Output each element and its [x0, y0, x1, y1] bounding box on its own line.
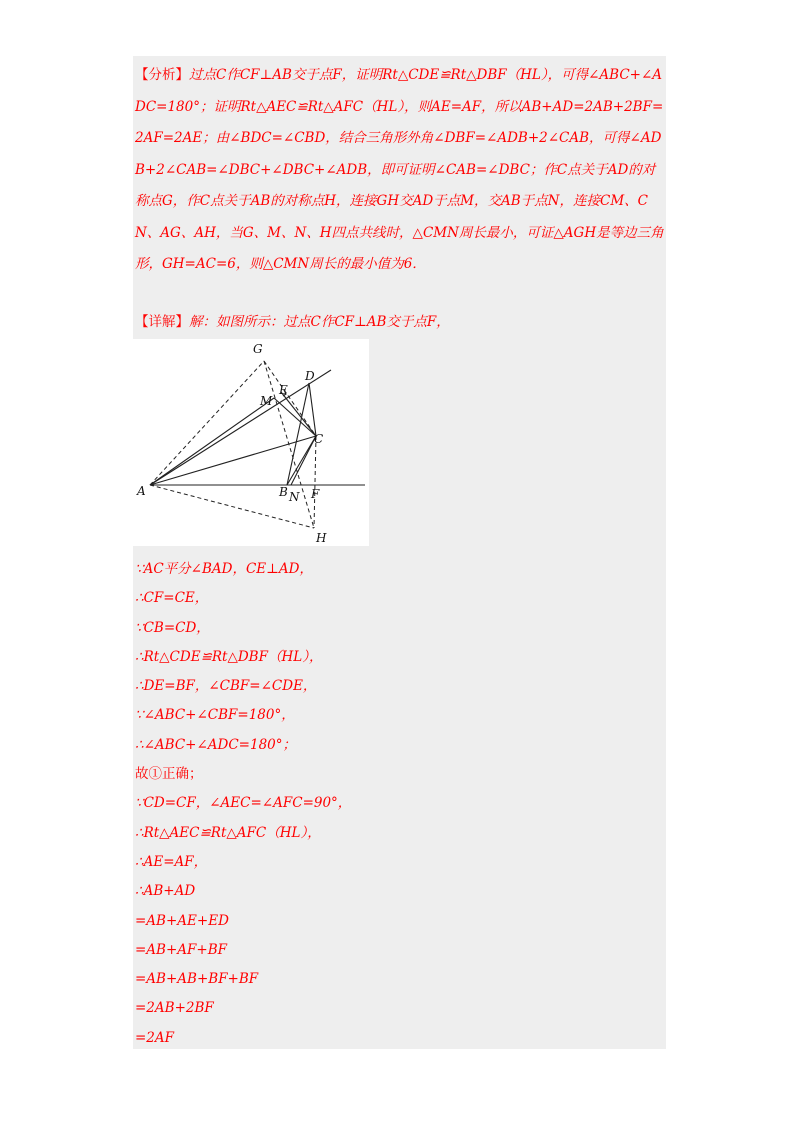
detail-tag: 【详解】	[135, 314, 189, 330]
proof-line: =2AB+2BF	[135, 1000, 214, 1017]
label-n: N	[289, 490, 300, 504]
proof-line: 故①正确；	[135, 766, 203, 783]
label-c: C	[314, 432, 324, 446]
proof-line: ∴∠ABC+∠ADC=180°；	[135, 736, 297, 753]
proof-line: ∵∠ABC+∠CBF=180°，	[135, 707, 295, 724]
label-e: E	[279, 383, 288, 397]
proof-line: =AB+AE+ED	[135, 912, 229, 929]
proof-line: =2AF	[135, 1029, 175, 1046]
line-am	[150, 398, 274, 485]
label-f: F	[311, 487, 320, 501]
analysis-text: 过点C作CF⊥AB交于点F，证明Rt△CDE≌Rt△DBF（HL），可得∠ABC+∠ADC=180°；证明Rt△AEC≌Rt△AFC（HL），则AE=AF，所以AB+AD=2AB+2BF=2AF=2AE；由∠BDC=∠CBD，结合三角形外角∠DBF=∠ADB+2∠CAB，可得∠ADB+2∠CAB=∠DBC+∠DBC+∠ADB，即可证明∠CAB=∠DBC；作C点关于AD的对称点G，作C点关于AB的对称点H，连接GH交AD于点M，交AB于点N，连接CM、CN、AG、AH，当G、M、N、H四点共线时，△CMN周长最小，可证△AGH是等边三角形，GH=AC=6，则△CMN周长的最小值为6．	[135, 67, 664, 272]
proof-line: ∴Rt△CDE≌Rt△DBF（HL），	[135, 648, 323, 665]
label-b: B	[279, 485, 288, 499]
proof-line: ∴AE=AF，	[135, 853, 208, 870]
proof-line: ∴AB+AD	[135, 883, 196, 900]
proof-line: ∴CF=CE，	[135, 590, 209, 607]
proof-line: ∵CB=CD，	[135, 619, 210, 636]
proof-line: =AB+AF+BF	[135, 941, 228, 958]
geometry-diagram	[133, 339, 369, 546]
label-g: G	[253, 342, 263, 356]
label-h: H	[316, 531, 327, 545]
proof-line: ∵CD=CF，∠AEC=∠AFC=90°，	[135, 795, 352, 812]
label-d: D	[305, 369, 315, 383]
proof-line: ∴DE=BF，∠CBF=∠CDE，	[135, 678, 317, 695]
proof-line: ∴Rt△AEC≌Rt△AFC（HL），	[135, 824, 321, 841]
analysis-tag: 【分析】	[135, 67, 189, 83]
geometry-figure	[133, 339, 369, 546]
proof-line: =AB+AB+BF+BF	[135, 971, 259, 988]
detail-text: 解：如图所示：过点C作CF⊥AB交于点F，	[189, 314, 450, 330]
line-ch	[314, 436, 316, 528]
proof-steps	[135, 555, 351, 1053]
proof-line: ∵AC平分∠BAD，CE⊥AD，	[135, 561, 313, 577]
analysis-section	[135, 60, 665, 281]
detail-heading	[135, 309, 450, 335]
label-m: M	[260, 394, 273, 408]
label-a: A	[137, 484, 146, 498]
